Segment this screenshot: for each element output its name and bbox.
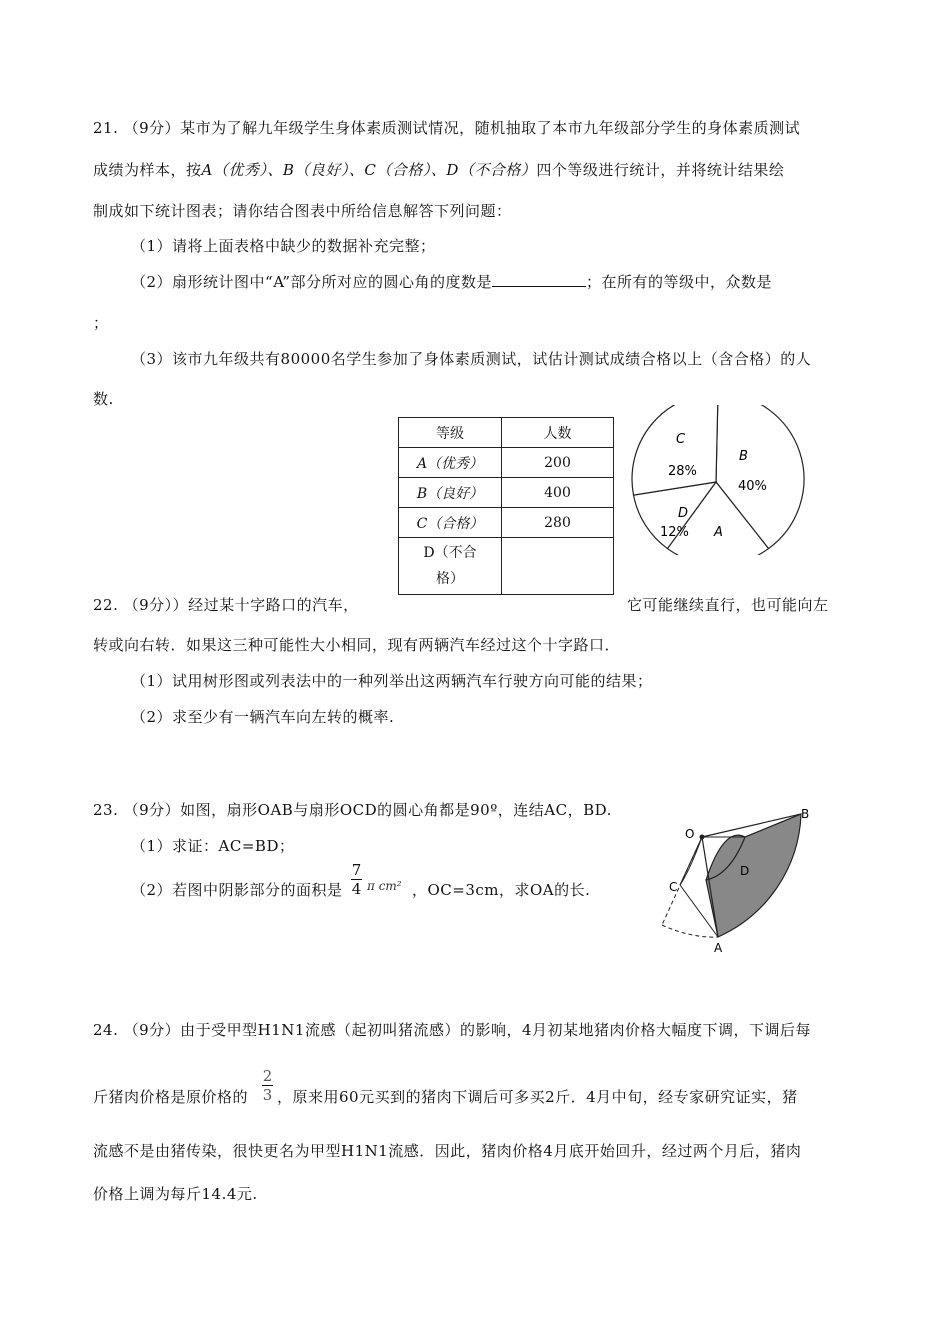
- grade-table: [398, 417, 614, 595]
- table-row: [399, 508, 614, 538]
- label-o: O: [685, 827, 695, 841]
- count-cell: 280: [502, 508, 614, 538]
- q24-line-2-b: ，原来用60元买到的猪肉下调后可多买2斤．4月中旬，经专家研究证实，猪: [277, 1088, 798, 1106]
- q23-line-1: 23. （9分）如图，扇形OAB与扇形OCD的圆心角都是90º，连结AC，BD.: [93, 801, 612, 819]
- slice-label-a: A: [714, 525, 723, 540]
- q24-line-4: 价格上调为每斤14.4元.: [93, 1185, 258, 1203]
- fraction-numerator: 2: [262, 1067, 273, 1085]
- q21-part-2-b: ；在所有的等级中，众数是: [586, 273, 773, 291]
- table-row: [399, 538, 614, 595]
- pie-slice-c: [632, 405, 718, 495]
- q22-line-1-b: 它可能继续直行，也可能向左: [627, 596, 829, 614]
- q21-part-1: （1）请将上面表格中缺少的数据补充完整；: [131, 237, 436, 255]
- pie-chart: [630, 405, 810, 555]
- q22-part-2: （2）求至少有一辆汽车向左转的概率.: [131, 708, 395, 726]
- fraction-denominator: 3: [262, 1086, 273, 1104]
- fraction-denominator: 4: [351, 880, 362, 898]
- grade-cell: A（优秀）: [399, 448, 502, 478]
- slice-label-b: B: [739, 449, 748, 464]
- point-o: [700, 835, 705, 840]
- grade-cell: C（合格）: [399, 508, 502, 538]
- q22-line-2: 转或向右转．如果这三种可能性大小相同，现有两辆汽车经过这个十字路口．: [93, 636, 621, 654]
- fraction-numerator: 7: [351, 861, 362, 879]
- q24-line-3: 流感不是由猪传染，很快更名为甲型H1N1流感．因此，猪肉价格4月底开始回升，经过两个月后，猪肉: [93, 1142, 802, 1160]
- count-cell: 200: [502, 448, 614, 478]
- q21-part-2-a: （2）扇形统计图中“A”部分所对应的圆心角的度数是: [131, 273, 493, 291]
- count-cell: 400: [502, 478, 614, 508]
- slice-percent-c: 28%: [668, 464, 697, 479]
- label-a: A: [714, 941, 723, 955]
- label-b: B: [801, 807, 810, 821]
- q21-part-2: [131, 271, 772, 292]
- slice-percent-b: 40%: [738, 479, 767, 494]
- label-d: D: [740, 864, 750, 878]
- q21-part-3-b: 数.: [93, 390, 114, 408]
- label-c: C: [669, 880, 678, 894]
- q21-part-2-c: ；: [93, 314, 109, 332]
- table-row: [399, 448, 614, 478]
- q22-part-1: （1）试用树形图或列表法中的一种列举出这两辆汽车行驶方向可能的结果；: [131, 672, 653, 690]
- count-cell: [502, 538, 614, 595]
- q22-line-1-a: 22. （9分））经过某十字路口的汽车，: [93, 596, 359, 614]
- table-row: [399, 478, 614, 508]
- sector-diagram: [650, 800, 820, 960]
- grade-cell: D（不合 格）: [399, 538, 502, 595]
- q21-line-3: 制成如下统计图表；请你结合图表中所给信息解答下列问题：: [93, 202, 512, 220]
- q21-line-2-a: 成绩为样本，按: [93, 161, 202, 179]
- q23-part-2-b: ，OC=3cm，求OA的长.: [412, 881, 591, 899]
- fraction-seven-quarters: [351, 862, 362, 897]
- q21-line-1: 21. （9分）某市为了解九年级学生身体素质测试情况，随机抽取了本市九年级部分学生的身体素质测试: [93, 119, 801, 137]
- q24-line-2-a: 斤猪肉价格是原价格的: [93, 1088, 249, 1106]
- header-grade: 等级: [399, 418, 502, 448]
- q23-part-2-a: （2）若图中阴影部分的面积是: [131, 881, 343, 899]
- answer-blank: [492, 272, 586, 287]
- q21-part-3-a: （3）该市九年级共有80000名学生参加了身体素质测试，试估计测试成绩合格以上（含合格）的人: [131, 350, 812, 368]
- table-header-row: [399, 418, 614, 448]
- grade-cell: B（良好）: [399, 478, 502, 508]
- area-unit: π cm²: [367, 879, 402, 893]
- q24-line-1: 24. （9分）由于受甲型H1N1流感（起初叫猪流感）的影响，4月初某地猪肉价格大幅度下调，下调后每: [93, 1021, 812, 1039]
- dashed-arc: [662, 925, 718, 937]
- fraction-two-thirds: [262, 1068, 273, 1103]
- header-count: 人数: [502, 418, 614, 448]
- q23-part-1: （1）求证：AC=BD；: [131, 837, 295, 855]
- q21-line-2-grades: A（优秀）、B（良好）、C（合格）、D（不合格）: [201, 161, 537, 179]
- slice-label-c: C: [676, 432, 686, 447]
- slice-percent-d: 12%: [660, 525, 689, 540]
- q21-line-2-c: 四个等级进行统计，并将统计结果绘: [536, 161, 785, 179]
- slice-label-d: D: [678, 506, 689, 521]
- q21-line-2: [93, 159, 784, 180]
